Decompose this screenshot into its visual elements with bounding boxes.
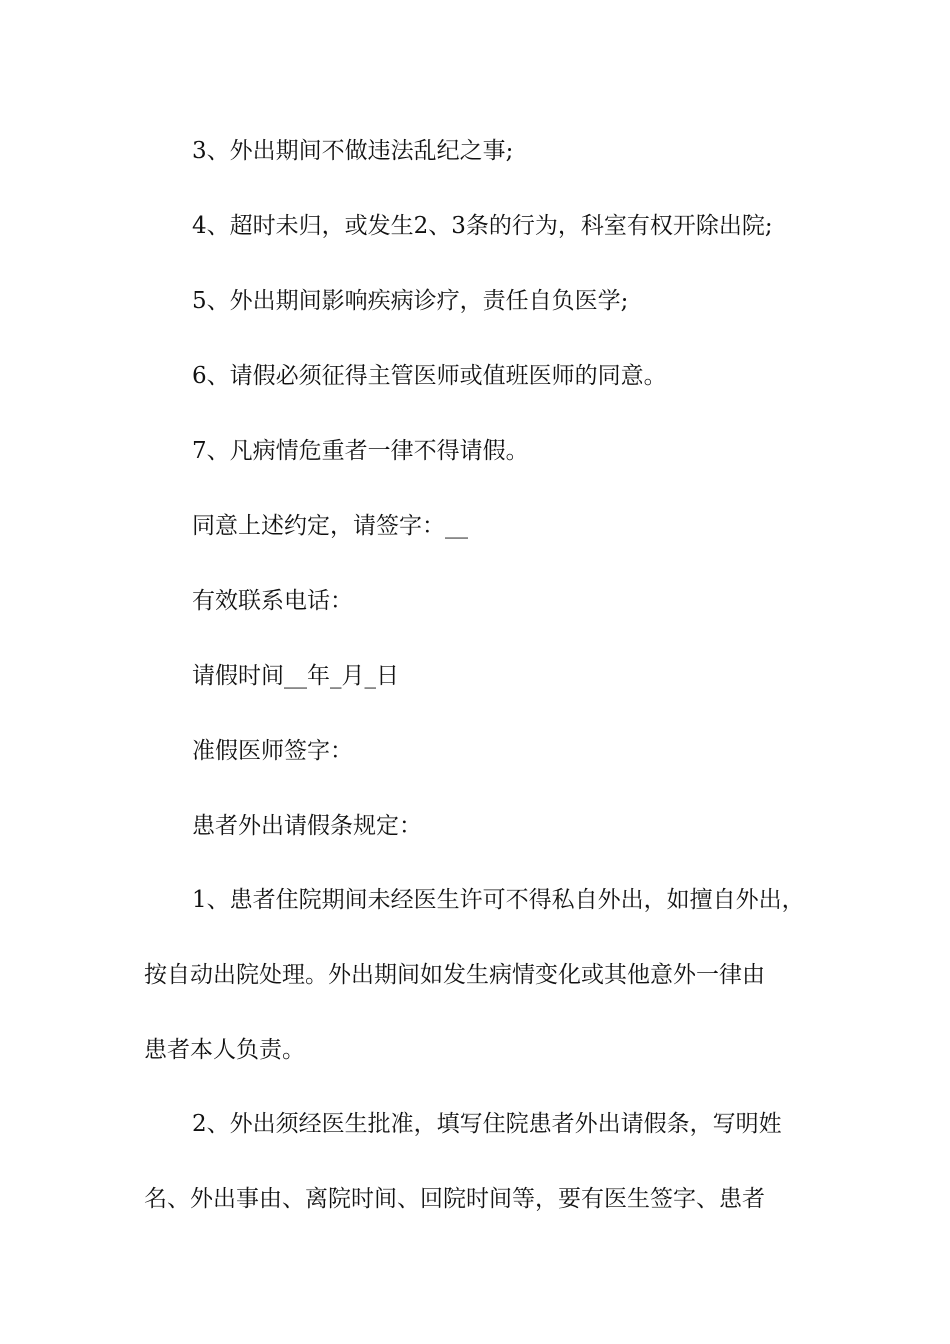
rule-7-line: 7、凡病情危重者一律不得请假。	[192, 438, 529, 464]
regulation-2-line-1: 2、外出须经医生批准，填写住院患者外出请假条，写明姓	[192, 1111, 782, 1137]
regulation-2-line-2: 名、外出事由、离院时间、回院时间等，要有医生签字、患者	[144, 1186, 765, 1212]
section-heading: 患者外出请假条规定：	[192, 813, 422, 839]
leave-date-line: 请假时间__年_月_日	[192, 663, 399, 689]
signature-line: 同意上述约定，请签字：__	[192, 513, 468, 539]
regulation-1-line-2: 按自动出院处理。外出期间如发生病情变化或其他意外一律由	[144, 962, 765, 988]
doctor-signature-line: 准假医师签字：	[192, 738, 353, 764]
rule-6-line: 6、请假必须征得主管医师或值班医师的同意。	[192, 363, 667, 389]
rule-5-line: 5、外出期间影响疾病诊疗，责任自负医学;	[192, 288, 629, 314]
rule-3-line: 3、外出期间不做违法乱纪之事;	[192, 138, 514, 164]
regulation-1-line-3: 患者本人负责。	[144, 1037, 305, 1063]
regulation-1-line-1: 1、患者住院期间未经医生许可不得私自外出，如擅自外出，	[192, 887, 805, 913]
phone-line: 有效联系电话：	[192, 588, 353, 614]
rule-4-line: 4、超时未归，或发生2、3条的行为，科室有权开除出院;	[192, 213, 773, 239]
